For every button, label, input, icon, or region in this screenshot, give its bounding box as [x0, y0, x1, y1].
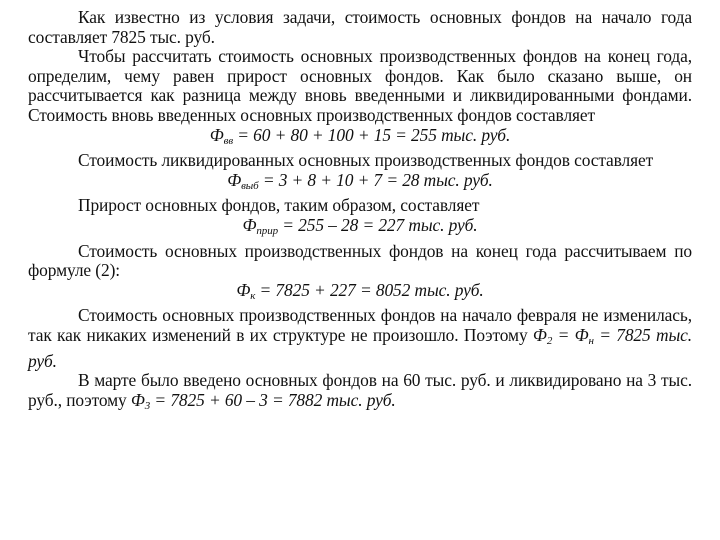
paragraph-liquidated-funds: Стоимость ликвидированных основных производственных фондов составляет [78, 150, 654, 171]
inline-formula-march [131, 390, 396, 410]
formula-symbol: Ф [209, 124, 224, 145]
formula-introduced-funds [28, 126, 692, 152]
formula-expression: = 7825 тыс. руб. [28, 324, 693, 371]
formula-symbol: Ф [227, 169, 242, 190]
formula-subscript: выб [241, 179, 259, 192]
formula-operator: = [552, 324, 575, 345]
formula-subscript: 2 [546, 334, 553, 347]
formula-subscript: прир [256, 224, 278, 237]
paragraph-growth: Прирост основных фондов, таким образом, составляет [78, 195, 480, 216]
document-body [28, 8, 692, 416]
paragraph-growth-explanation: Чтобы рассчитать стоимость основных производственных фондов на конец года, определим, чему равен прирост основных фондов. Как было сказано выше, он рассчитывается как разница между вновь введенными и ликвидированными фондами. Стоимость вновь введенных основных производственных фондов составляет [28, 46, 692, 125]
formula-subscript: вв [223, 134, 234, 147]
formula-symbol: Ф [130, 389, 145, 410]
paragraph-text: Стоимость основных производственных фондов на начало февраля не изменилась, так как никаких изменений в их структуре не произошло. Поэтому [28, 305, 692, 345]
formula-symbol: Ф [574, 324, 589, 345]
formula-liquidated-funds [28, 171, 692, 197]
paragraph-initial-value: Как известно из условия задачи, стоимость основных фондов на начало года составляет 7825 тыс. руб. [28, 7, 692, 47]
formula-expression: = 60 + 80 + 100 + 15 = 255 тыс. руб. [233, 124, 511, 145]
formula-symbol: Ф [532, 324, 547, 345]
formula-subscript: к [250, 289, 256, 302]
paragraph-end-year-value: Стоимость основных производственных фондов на конец года рассчитываем по формуле (2): [28, 240, 692, 281]
formula-expression: = 255 – 28 = 227 тыс. руб. [278, 214, 478, 235]
formula-subscript: 3 [144, 399, 151, 412]
formula-subscript: н [588, 334, 594, 347]
formula-symbol: Ф [242, 214, 257, 235]
formula-growth [28, 216, 692, 242]
formula-symbol: Ф [236, 279, 251, 300]
formula-expression: = 7825 + 60 – 3 = 7882 тыс. руб. [150, 389, 396, 410]
formula-end-year [28, 281, 692, 307]
paragraph-text: В марте было введено основных фондов на 60 тыс. руб. и ликвидировано на 3 тыс. руб., поэтому [28, 370, 692, 410]
formula-expression: = 3 + 8 + 10 + 7 = 28 тыс. руб. [258, 169, 493, 190]
formula-expression: = 7825 + 227 = 8052 тыс. руб. [255, 279, 484, 300]
paragraph-february [28, 306, 692, 371]
paragraph-march [28, 371, 692, 416]
